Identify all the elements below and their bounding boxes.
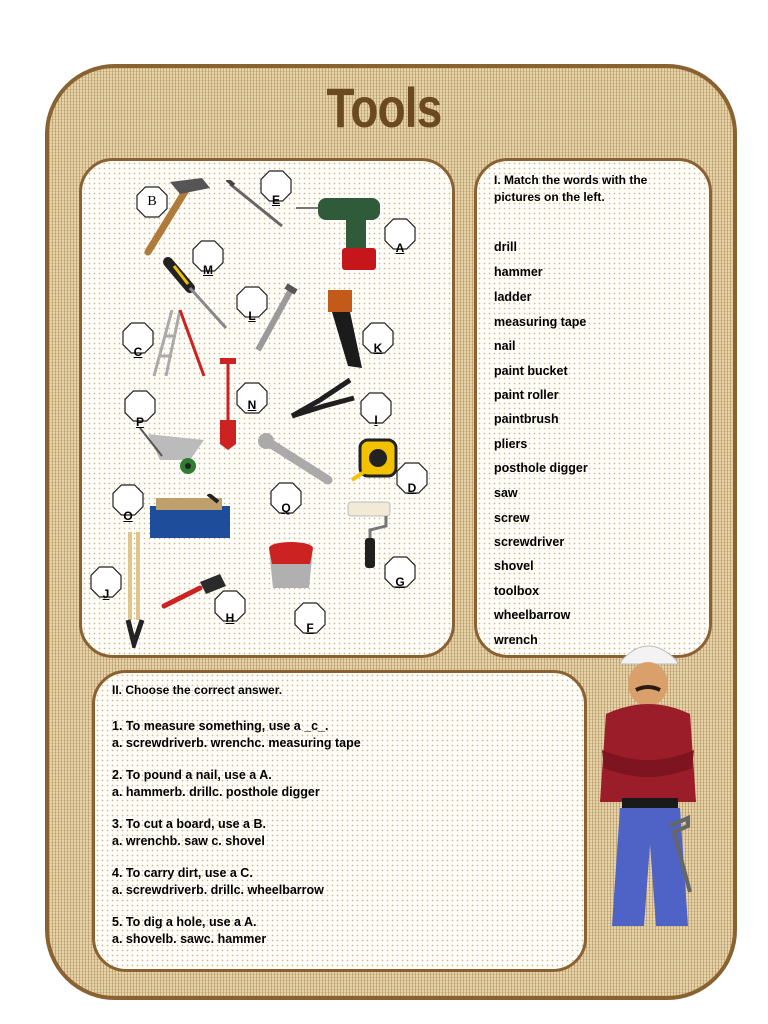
letter-h: H (225, 611, 235, 625)
letter-o: O (123, 509, 133, 523)
letter-marker-l (236, 286, 268, 323)
word-item: wrench (494, 633, 538, 647)
word-item: posthole digger (494, 461, 588, 475)
letter-marker-p (124, 390, 156, 429)
letter-marker-h (214, 590, 246, 625)
letter-n: N (247, 398, 257, 412)
word-item: screw (494, 511, 530, 525)
letter-i: I (374, 413, 378, 427)
pliers-image (290, 376, 356, 422)
letter-marker-i (360, 392, 392, 427)
letter-l: L (248, 309, 256, 323)
page-title: Tools (326, 76, 442, 139)
letter-k: K (373, 341, 383, 355)
letter-d: D (407, 481, 417, 495)
section1-instruction: I. Match the words with the pictures on the left. (494, 173, 648, 204)
question-text: 3. To cut a board, use a B. (112, 817, 266, 831)
word-item: paintbrush (494, 412, 559, 426)
letter-marker-n (236, 382, 268, 414)
word-item: pliers (494, 437, 528, 451)
wrench-image (256, 432, 336, 488)
saw-image (322, 288, 366, 370)
word-item: shovel (494, 559, 534, 573)
letter-c: C (133, 345, 143, 359)
letter-p: P (135, 415, 144, 429)
toolbox-image (148, 494, 232, 542)
letter-marker-q (270, 482, 302, 514)
letter-a: A (395, 241, 405, 255)
word-item: screwdriver (494, 535, 565, 549)
letter-marker-f (294, 602, 326, 634)
answer-options: a. wrenchb. saw c. shovel (112, 834, 265, 848)
letter-marker-k (362, 322, 394, 354)
measuring-tape-image (350, 434, 402, 486)
word-item: paint roller (494, 388, 559, 402)
letter-f: F (306, 621, 314, 635)
drill-image (296, 190, 388, 274)
letter-m: M (203, 263, 213, 277)
question-text: 5. To dig a hole, use a A. (112, 915, 257, 929)
word-item: measuring tape (494, 315, 587, 329)
letter-marker-j (90, 566, 122, 601)
answer-options: a. screwdriverb. drillc. wheelbarrow (112, 883, 324, 897)
letter-marker-m (192, 240, 224, 277)
question-text: 1. To measure something, use a _c_. (112, 719, 329, 733)
question-text: 4. To carry dirt, use a C. (112, 866, 253, 880)
letter-g: G (395, 575, 405, 589)
section2-instruction: II. Choose the correct answer. (112, 683, 283, 697)
letter-marker-o (112, 484, 144, 523)
paint-bucket-image (266, 538, 316, 594)
answer-options: a. screwdriverb. wrenchc. measuring tape (112, 736, 361, 750)
word-item: wheelbarrow (494, 608, 571, 622)
word-item: nail (494, 339, 516, 353)
letter-marker-g (384, 556, 416, 588)
word-item: paint bucket (494, 364, 568, 378)
letter-marker-c (122, 322, 154, 359)
letter-e: E (271, 193, 280, 207)
letter-marker-b (136, 186, 168, 218)
letter-j: J (102, 587, 110, 601)
word-item: saw (494, 486, 518, 500)
posthole-digger-image (124, 532, 146, 648)
word-item: ladder (494, 290, 532, 304)
ladder-image (150, 308, 208, 378)
question-text: 2. To pound a nail, use a A. (112, 768, 272, 782)
letter-b: B (147, 194, 157, 209)
word-item: drill (494, 240, 517, 254)
word-item: toolbox (494, 584, 540, 598)
word-list-panel (474, 158, 712, 658)
letter-marker-a (384, 218, 416, 255)
letter-q: Q (281, 501, 291, 515)
answer-options: a. shovelb. sawc. hammer (112, 932, 267, 946)
letter-marker-e (260, 170, 292, 207)
worker-image (592, 630, 704, 930)
letter-marker-d (396, 462, 428, 494)
word-item: hammer (494, 265, 543, 279)
answer-options: a. hammerb. drillc. posthole digger (112, 785, 320, 799)
